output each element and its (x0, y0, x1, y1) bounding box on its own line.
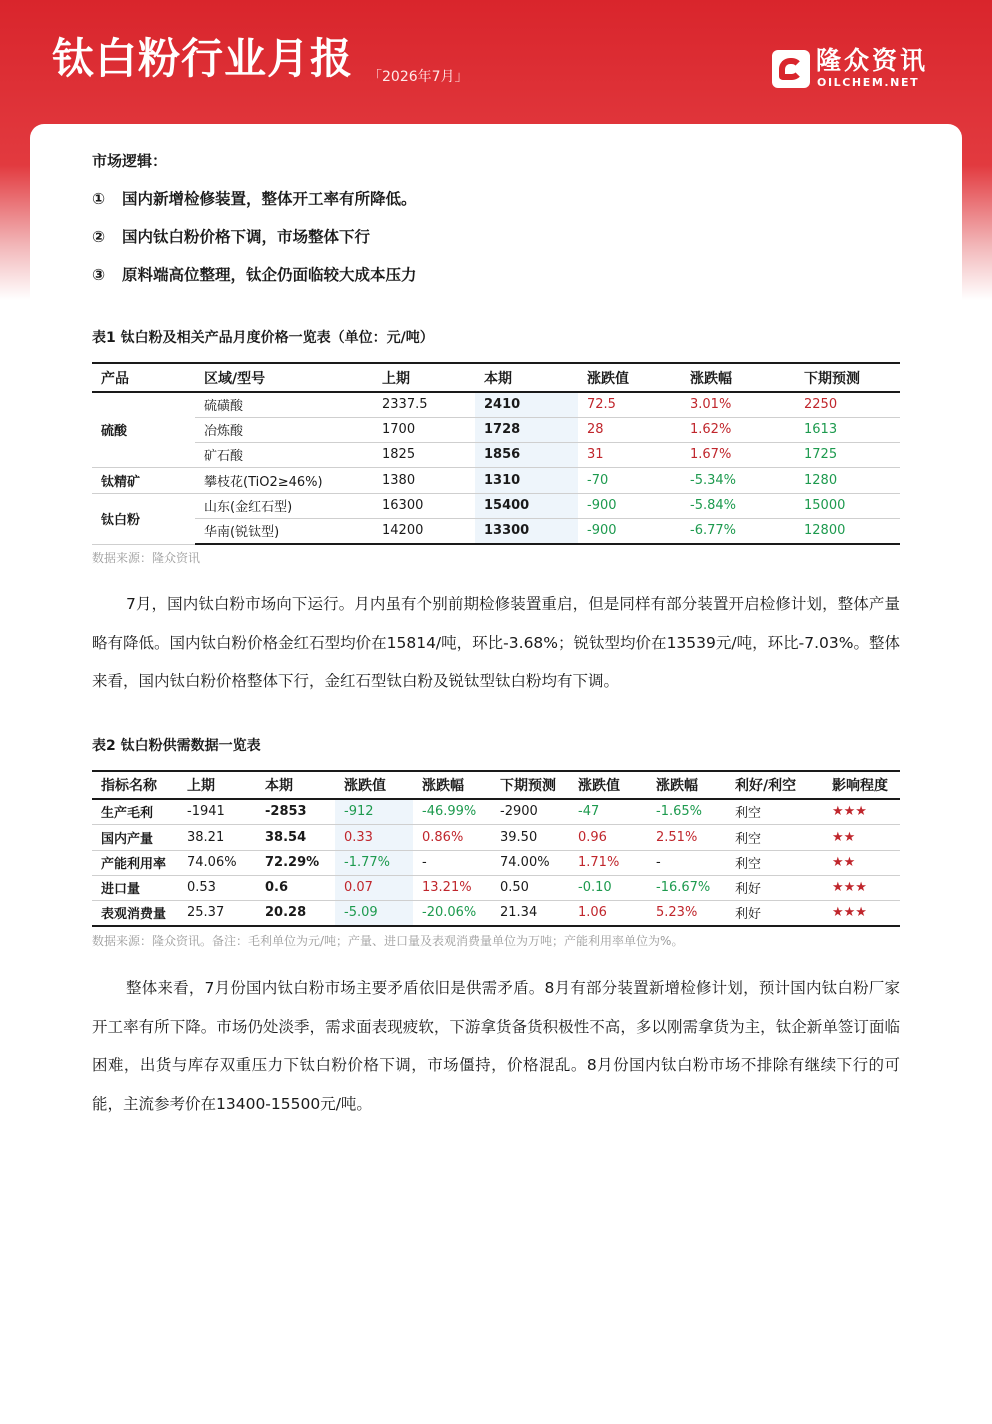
impact-cell: 利空 (726, 799, 823, 824)
chg-cell: -912 (335, 799, 413, 824)
prev-cell: 1700 (373, 417, 475, 442)
chg2-cell: 1.71% (569, 850, 647, 875)
pct-cell: 1.67% (681, 442, 795, 467)
fcst-cell: -2900 (491, 799, 569, 824)
table1-header: 区域/型号 (195, 363, 373, 392)
fcst-cell: 21.34 (491, 900, 569, 926)
curr-cell: 0.6 (256, 875, 335, 900)
region-cell: 冶炼酸 (195, 417, 373, 442)
pct-cell: -6.77% (681, 518, 795, 544)
indicator-cell: 生产毛利 (92, 799, 178, 824)
pct-cell: 3.01% (681, 392, 795, 417)
table1-caption: 表1 钛白粉及相关产品月度价格一览表（单位：元/吨） (92, 330, 434, 346)
chg-cell: 31 (578, 442, 681, 467)
pct-cell: -46.99% (413, 799, 491, 824)
logic-item-2: ② 国内钛白粉价格下调，市场整体下行 (92, 228, 371, 246)
pct2-cell: 2.51% (647, 824, 726, 850)
table-row (92, 467, 900, 493)
table-row (92, 518, 900, 544)
chg-cell: -5.09 (335, 900, 413, 926)
chg-cell: 72.5 (578, 392, 681, 417)
impact-cell: 利好 (726, 900, 823, 926)
table2-header: 本期 (256, 771, 335, 799)
fcst-cell: 39.50 (491, 824, 569, 850)
region-cell: 山东(金红石型) (195, 493, 373, 518)
logic-item-1: ① 国内新增检修装置，整体开工率有所降低。 (92, 190, 417, 208)
fcst-cell: 2250 (795, 392, 900, 417)
curr-cell: -2853 (256, 799, 335, 824)
indicator-cell: 进口量 (92, 875, 178, 900)
table1-header: 上期 (373, 363, 475, 392)
pct-cell: 1.62% (681, 417, 795, 442)
logic-item-3: ③ 原料端高位整理，钛企仍面临较大成本压力 (92, 266, 417, 284)
curr-cell: 20.28 (256, 900, 335, 926)
prev-cell: 16300 (373, 493, 475, 518)
table2-header: 涨跌幅 (647, 771, 726, 799)
chg-cell: 0.07 (335, 875, 413, 900)
prev-cell: 1825 (373, 442, 475, 467)
prev-cell: 38.21 (178, 824, 256, 850)
report-date: 「2026年7月」 (368, 69, 469, 85)
table-row (92, 824, 900, 850)
fcst-cell: 1280 (795, 467, 900, 493)
impact-level-stars: ★★★ (823, 875, 900, 900)
impact-level-stars: ★★ (823, 824, 900, 850)
table-row (92, 850, 900, 875)
chg2-cell: -47 (569, 799, 647, 824)
table1-header: 下期预测 (795, 363, 900, 392)
pct2-cell: -16.67% (647, 875, 726, 900)
fcst-cell: 12800 (795, 518, 900, 544)
region-cell: 攀枝花(TiO2≥46%) (195, 467, 373, 493)
table2-header: 上期 (178, 771, 256, 799)
fcst-cell: 15000 (795, 493, 900, 518)
chg2-cell: 1.06 (569, 900, 647, 926)
curr-cell: 1310 (475, 467, 578, 493)
pct2-cell: 5.23% (647, 900, 726, 926)
supply-demand-table (92, 770, 900, 927)
table1-header: 产品 (92, 363, 195, 392)
logo-text-cn: 隆众资讯 (816, 46, 929, 75)
table-row (92, 417, 900, 442)
prev-cell: 1380 (373, 467, 475, 493)
paragraph-2: 整体来看，7月份国内钛白粉市场主要矛盾依旧是供需矛盾。8月有部分装置新增检修计划，预计国内钛白粉厂家开工率有所下降。市场仍处淡季，需求面表现疲软，下游拿货备货积极性不高，多以刚需拿货为主，钛企新单签订面临困难，出货与库存双重压力下钛白粉价格下调，市场僵持，价格混乱。8月份国内钛白粉市场不排除有继续下行的可能，主流参考价在13400-15500元/吨。 (92, 979, 900, 1113)
pct-cell: - (413, 850, 491, 875)
table1-header: 涨跌幅 (681, 363, 795, 392)
table2-header: 涨跌值 (335, 771, 413, 799)
table2-source: 数据来源：隆众资讯。备注：毛利单位为元/吨；产量、进口量及表观消费量单位为万吨；产能利用率单位为%。 (92, 934, 684, 948)
prev-cell: 74.06% (178, 850, 256, 875)
group-cell: 硫酸 (92, 392, 195, 467)
chg-cell: -70 (578, 467, 681, 493)
prev-cell: 25.37 (178, 900, 256, 926)
table2-header: 影响程度 (823, 771, 900, 799)
impact-level-stars: ★★ (823, 850, 900, 875)
chg-cell: -1.77% (335, 850, 413, 875)
oilchem-logo (772, 48, 942, 90)
curr-cell: 2410 (475, 392, 578, 417)
table2-header: 利好/利空 (726, 771, 823, 799)
pct2-cell: -1.65% (647, 799, 726, 824)
fcst-cell: 74.00% (491, 850, 569, 875)
report-title: 钛白粉行业月报 (52, 34, 354, 83)
impact-level-stars: ★★★ (823, 900, 900, 926)
curr-cell: 1856 (475, 442, 578, 467)
table-row (92, 392, 900, 417)
curr-cell: 38.54 (256, 824, 335, 850)
fcst-cell: 0.50 (491, 875, 569, 900)
table2-caption: 表2 钛白粉供需数据一览表 (92, 738, 261, 754)
logo-mark-icon (772, 50, 810, 88)
prev-cell: 14200 (373, 518, 475, 544)
indicator-cell: 产能利用率 (92, 850, 178, 875)
curr-cell: 15400 (475, 493, 578, 518)
prev-cell: 0.53 (178, 875, 256, 900)
chg-cell: -900 (578, 518, 681, 544)
impact-cell: 利空 (726, 850, 823, 875)
indicator-cell: 国内产量 (92, 824, 178, 850)
logo-text-en: OILCHEM.NET (817, 76, 920, 89)
table-row (92, 900, 900, 926)
table2-header: 下期预测 (491, 771, 569, 799)
curr-cell: 72.29% (256, 850, 335, 875)
table2-header: 指标名称 (92, 771, 178, 799)
table-row (92, 493, 900, 518)
pct-cell: -20.06% (413, 900, 491, 926)
chg-cell: 28 (578, 417, 681, 442)
prev-cell: 2337.5 (373, 392, 475, 417)
fcst-cell: 1613 (795, 417, 900, 442)
impact-cell: 利好 (726, 875, 823, 900)
indicator-cell: 表观消费量 (92, 900, 178, 926)
table1-header: 涨跌值 (578, 363, 681, 392)
chg2-cell: -0.10 (569, 875, 647, 900)
region-cell: 华南(锐钛型) (195, 518, 373, 544)
table-row (92, 799, 900, 824)
group-cell: 钛白粉 (92, 493, 195, 544)
table2-header: 涨跌幅 (413, 771, 491, 799)
pct-cell: 13.21% (413, 875, 491, 900)
table-row (92, 875, 900, 900)
impact-level-stars: ★★★ (823, 799, 900, 824)
pct-cell: -5.34% (681, 467, 795, 493)
chg-cell: -900 (578, 493, 681, 518)
chg-cell: 0.33 (335, 824, 413, 850)
group-cell: 钛精矿 (92, 467, 195, 493)
table1-header: 本期 (475, 363, 578, 392)
market-logic-title: 市场逻辑： (92, 152, 168, 170)
price-table (92, 362, 900, 545)
table2-header: 涨跌值 (569, 771, 647, 799)
region-cell: 矿石酸 (195, 442, 373, 467)
paragraph-1: 7月，国内钛白粉市场向下运行。月内虽有个别前期检修装置重启，但是同样有部分装置开启检修计划，整体产量略有降低。国内钛白粉价格金红石型均价在15814/吨，环比-3.68%；锐钛型均价在13539元/吨，环比-7.03%。整体来看，国内钛白粉价格整体下行，金红石型钛白粉及锐钛型钛白粉均有下调。 (92, 595, 900, 690)
region-cell: 硫磺酸 (195, 392, 373, 417)
pct-cell: -5.84% (681, 493, 795, 518)
pct-cell: 0.86% (413, 824, 491, 850)
pct2-cell: - (647, 850, 726, 875)
curr-cell: 1728 (475, 417, 578, 442)
prev-cell: -1941 (178, 799, 256, 824)
chg2-cell: 0.96 (569, 824, 647, 850)
fcst-cell: 1725 (795, 442, 900, 467)
table1-source: 数据来源：隆众资讯 (92, 551, 201, 565)
impact-cell: 利空 (726, 824, 823, 850)
table-row (92, 442, 900, 467)
curr-cell: 13300 (475, 518, 578, 544)
